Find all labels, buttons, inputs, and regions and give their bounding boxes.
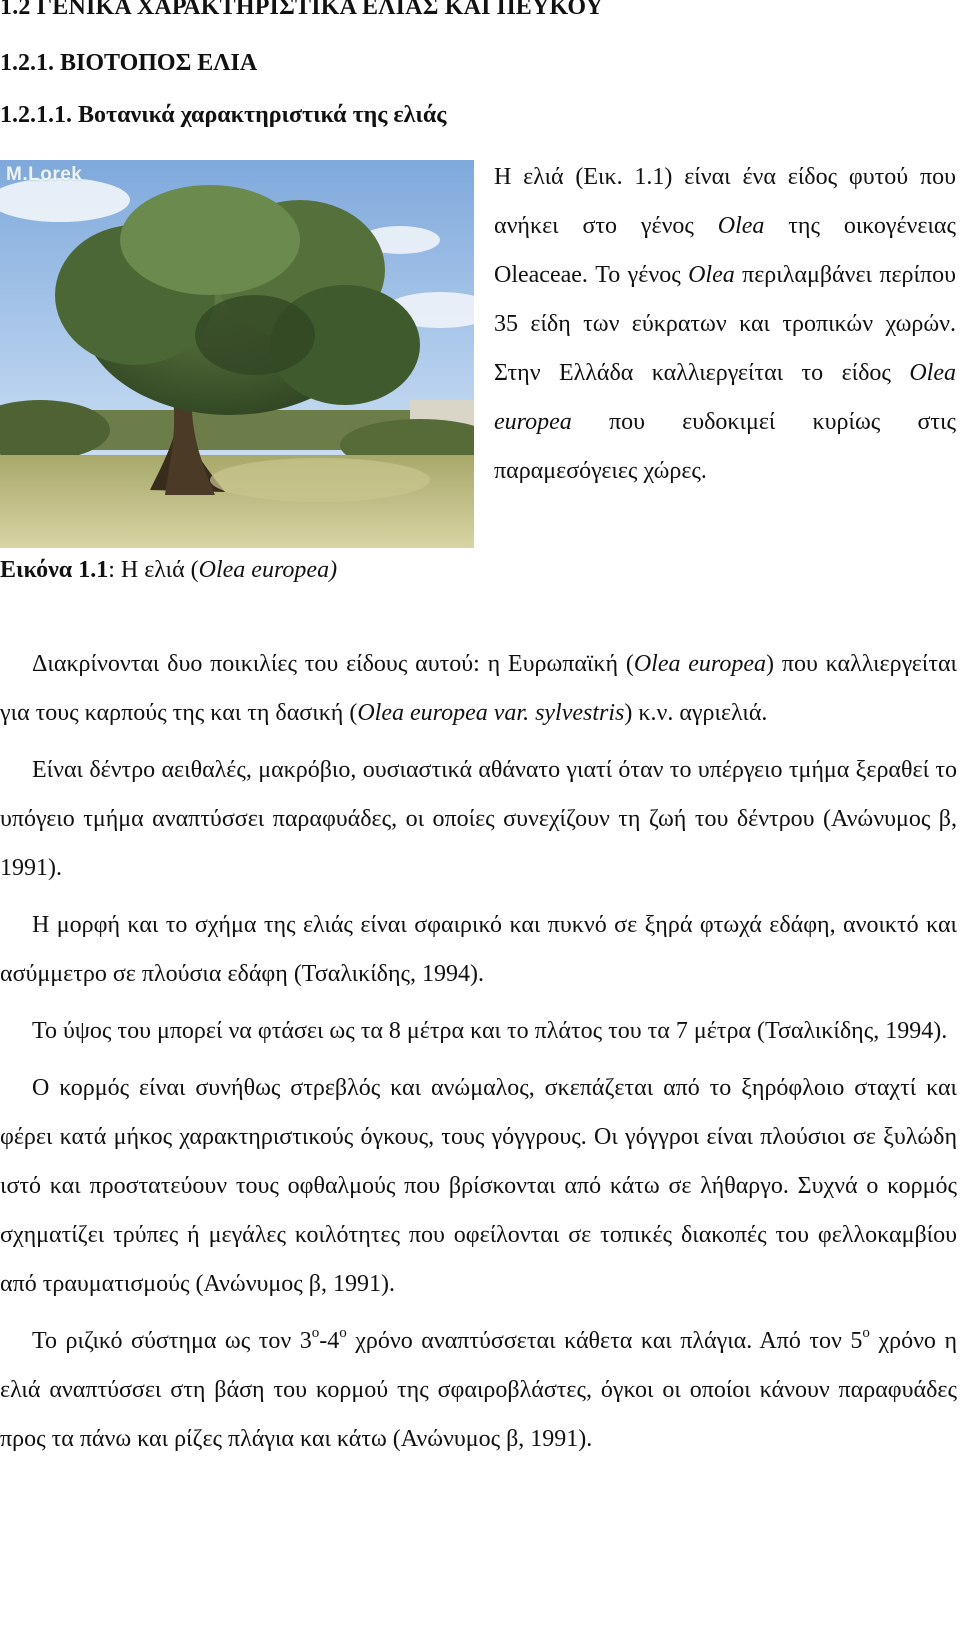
photo-credit: M.Lorek — [6, 164, 83, 185]
figure-caption — [0, 557, 337, 584]
paragraph-varieties — [0, 640, 957, 738]
paragraph-evergreen: Είναι δέντρο αειθαλές, μακρόβιο, ουσιαστικά αθάνατο γιατί όταν το υπέργειο τμήμα ξεραθεί το υπόγειο τμήμα αναπτύσσει παραφυάδες, οι οποίες συνεχίζουν τη ζωή του δέντρου (Ανώνυμος β, 1991). — [0, 757, 957, 881]
ordinal-marker: ο — [339, 1325, 347, 1341]
variety-name: Olea europea var. sylvestris — [357, 700, 625, 726]
subsubsection-heading: 1.2.1.1. Βοτανικά χαρακτηριστικά της ελιάς — [0, 102, 447, 128]
text-span: περιλαμβάνει περίπου 35 είδη των εύκρατων και τροπικών χωρών. Στην Ελλάδα καλλιεργείται το είδος — [494, 262, 956, 386]
intro-paragraph — [494, 153, 956, 496]
caption-text: : Η ελιά ( — [108, 557, 199, 583]
body-text — [0, 640, 957, 1472]
text-span: της οικογένειας Oleaceae. Το γένος — [494, 213, 957, 288]
paragraph-roots — [0, 1317, 957, 1464]
ordinal-marker: ο — [311, 1325, 320, 1341]
paragraph-trunk: Ο κορμός είναι συνήθως στρεβλός και ανώμαλος, σκεπάζεται από το ξηρόφλοιο σταχτί και φέρει κατά μήκος χαρακτηριστικούς όγκους, τους γόγγρους. Οι γόγγροι είναι πλούσιοι σε ξυλώδη ιστό και προστατεύουν τους οφθαλμούς που βρίσκονται από κάτω σε λήθαργο. Συχνά ο κορμός σχηματίζει τρύπες ή μεγάλες κοιλότητες που οφείλονται σε τοπικές διακοπές του φελλοκαμβίου από τραυματισμούς (Ανώνυμος β, 1991). — [0, 1075, 957, 1297]
text-span: χρόνο η ελιά αναπτύσσει στη βάση του κορμού της σφαιροβλάστες, όγκοι οι οποίοι κάνουν παραφυάδες προς τα πάνω και ρίζες πλάγια και κάτω (Ανώνυμος β, 1991). — [0, 1328, 957, 1452]
text-span: Η ελιά (Εικ. 1.1) είναι ένα είδος φυτού που ανήκει στο γένος — [494, 164, 956, 239]
text-span: Το ριζικό σύστημα ως τον 3 — [32, 1328, 312, 1354]
text-span: Διακρίνονται δυο ποικιλίες του είδους αυτού: η Ευρωπαϊκή ( — [32, 651, 634, 677]
text-span: ) που καλλιεργείται για τους καρπούς της και τη δασική ( — [0, 651, 957, 726]
species-name: Olea europea — [633, 651, 767, 677]
caption-species: Olea europea) — [198, 557, 338, 583]
olive-tree-illustration — [0, 160, 474, 548]
olive-tree-photo — [0, 160, 474, 548]
ordinal-marker: ο — [862, 1325, 870, 1341]
section-heading: 1.2 ΓΕΝΙΚΑ ΧΑΡΑΚΤΗΡΙΣΤΙΚΑ ΕΛΙΑΣ ΚΑΙ ΠΕΥΚΟΥ — [0, 0, 604, 20]
genus-name: Olea — [688, 262, 735, 288]
text-span: -4 — [319, 1328, 340, 1354]
text-span: χρόνο αναπτύσσεται κάθετα και πλάγια. Από τον 5 — [346, 1328, 863, 1354]
text-span: ) κ.ν. αγριελιά. — [624, 700, 768, 726]
caption-label: Εικόνα 1.1 — [0, 557, 109, 583]
subsection-heading: 1.2.1. ΒΙΟΤΟΠΟΣ ΕΛΙΑ — [0, 50, 258, 76]
text-span: που ευδοκιμεί κυρίως στις παραμεσόγειες χώρες. — [494, 409, 956, 484]
genus-name: Olea — [717, 213, 765, 239]
species-name: Olea europea — [494, 360, 956, 435]
paragraph-height: Το ύψος του μπορεί να φτάσει ως τα 8 μέτρα και το πλάτος του τα 7 μέτρα (Τσαλικίδης, 1994). — [32, 1018, 948, 1044]
paragraph-shape: Η μορφή και το σχήμα της ελιάς είναι σφαιρικό και πυκνό σε ξηρά φτωχά εδάφη, ανοικτό και ασύμμετρο σε πλούσια εδάφη (Τσαλικίδης, 1994). — [0, 912, 957, 987]
